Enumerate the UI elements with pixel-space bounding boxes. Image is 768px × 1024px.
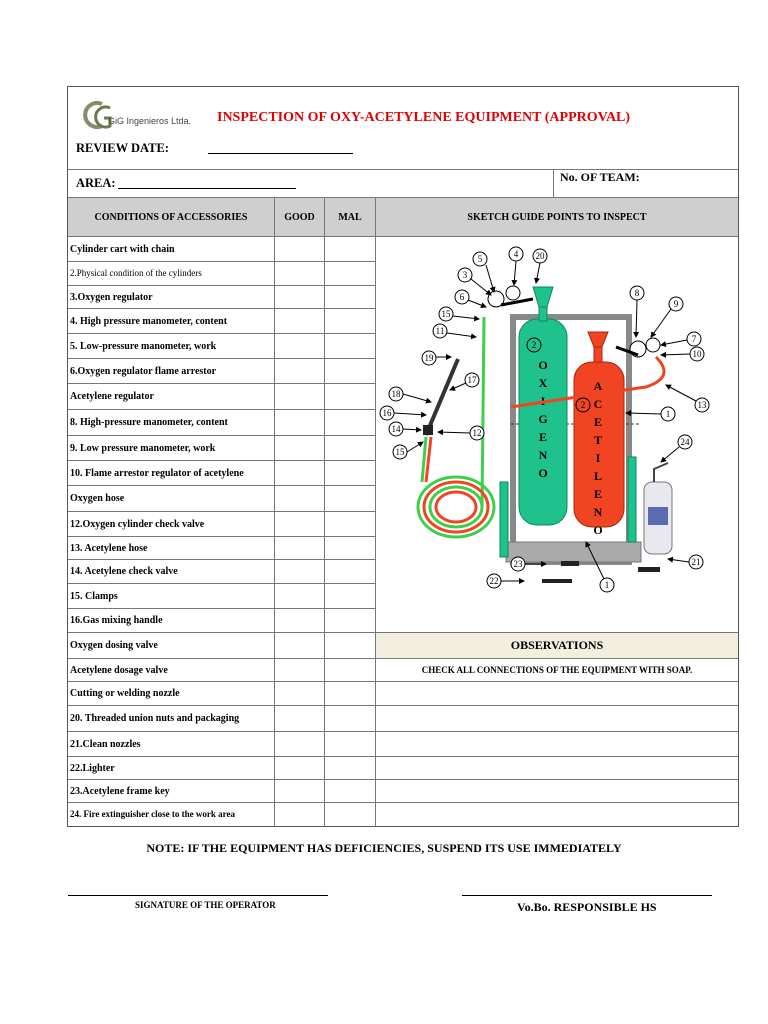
row-label: 10. Flame arrestor regulator of acetylene [70,467,244,479]
row-label: 22.Lighter [70,762,115,774]
callout-22: 22 [489,576,499,586]
row-label: 13. Acetylene hose [70,542,148,554]
callout-6: 6 [459,292,465,302]
callout-10: 10 [692,349,702,359]
callout-11: 11 [435,326,445,336]
svg-text:E: E [593,487,603,501]
row-label: 4. High pressure manometer, content [70,315,228,327]
svg-text:L: L [593,469,603,483]
operator-signature-label: SIGNATURE OF THE OPERATOR [135,900,276,910]
row-label: 9. Low pressure manometer, work [70,442,216,454]
row-label: Oxygen hose [70,493,125,504]
col-good-header: GOOD [275,198,324,236]
svg-text:X: X [538,376,548,390]
row-label: 15. Clamps [70,590,118,602]
callout-24: 24 [680,437,690,447]
observations-text: CHECK ALL CONNECTIONS OF THE EQUIPMENT WITH SOAP. [421,665,693,675]
callout-20: 20 [535,251,545,261]
callout-2a: 2 [531,340,537,350]
row-label: 8. High-pressure manometer, content [70,417,228,428]
svg-text:N: N [538,448,548,462]
company-name: GiG Ingenieros Ltda. [108,116,192,126]
svg-text:O: O [538,358,548,372]
svg-text:T: T [593,433,603,447]
callout-15a: 15 [441,309,451,319]
callout-9: 9 [673,299,679,309]
svg-text:N: N [593,505,603,519]
svg-text:C: C [593,397,603,411]
vobo-signature-line[interactable] [462,895,712,896]
row-label: Cutting or welding nozzle [70,688,180,699]
row-label: Acetylene dosage valve [70,664,168,676]
row-label: 12.Oxygen cylinder check valve [70,518,205,530]
row-label: 14. Acetylene check valve [70,566,178,577]
review-date-label: REVIEW DATE: [76,141,169,155]
callout-3: 3 [462,270,468,280]
operator-signature-line[interactable] [68,895,328,896]
equipment-sketch [376,237,738,632]
svg-text:E: E [538,430,548,444]
callout-19: 19 [424,353,434,363]
callout-1a: 1 [665,409,671,419]
col-sketch-header: SKETCH GUIDE POINTS TO INSPECT [376,198,738,236]
svg-text:O: O [538,466,548,480]
row-label: 20. Threaded union nuts and packaging [70,713,240,724]
row-label: Acetylene regulator [70,391,154,402]
callout-23: 23 [513,559,523,569]
team-number-label: No. OF TEAM: [560,170,640,184]
callout-4: 4 [513,249,519,259]
callout-14: 14 [391,424,401,434]
svg-text:O: O [593,523,603,537]
deficiency-note: NOTE: IF THE EQUIPMENT HAS DEFICIENCIES, SUSPEND ITS USE IMMEDIATELY [146,841,622,855]
svg-text:A: A [593,379,603,393]
svg-text:G: G [538,412,548,426]
row-label: Oxygen dosing valve [70,640,158,651]
area-field[interactable] [118,188,296,189]
col-mal-header: MAL [325,198,375,236]
callout-15b: 15 [395,447,405,457]
row-label: 2.Physical condition of the cylinders [70,268,202,278]
row-label: 24. Fire extinguisher close to the work area [70,809,235,819]
row-label: 16.Gas mixing handle [70,615,163,626]
callout-7: 7 [691,334,697,344]
callout-8: 8 [634,288,640,298]
row-label: Cylinder cart with chain [70,243,175,255]
row-label: 3.Oxygen regulator [70,291,153,303]
col-conditions-header: CONDITIONS OF ACCESSORIES [68,198,274,236]
svg-text:I: I [540,394,546,408]
row-label: 5. Low-pressure manometer, work [70,340,217,352]
callout-12: 12 [472,428,482,438]
row-label: 21.Clean nozzles [70,738,141,750]
callout-16: 16 [382,408,392,418]
callout-18: 18 [391,389,401,399]
row-label: 6.Oxygen regulator flame arrestor [70,365,217,377]
form-title: INSPECTION OF OXY-ACETYLENE EQUIPMENT (APPROVAL) [217,110,631,125]
callout-17: 17 [467,375,477,385]
row-label: 23.Acetylene frame key [70,785,170,797]
observations-title: OBSERVATIONS [376,633,738,658]
callout-13: 13 [697,400,707,410]
svg-text:E: E [593,415,603,429]
area-label: AREA: [76,176,116,190]
review-date-field[interactable] [208,153,353,154]
vobo-label: Vo.Bo. RESPONSIBLE HS [517,900,657,914]
svg-text:I: I [595,451,601,465]
callout-1b: 1 [604,580,610,590]
callout-2b: 2 [580,400,586,410]
callout-21: 21 [691,557,701,567]
callout-5: 5 [477,254,483,264]
